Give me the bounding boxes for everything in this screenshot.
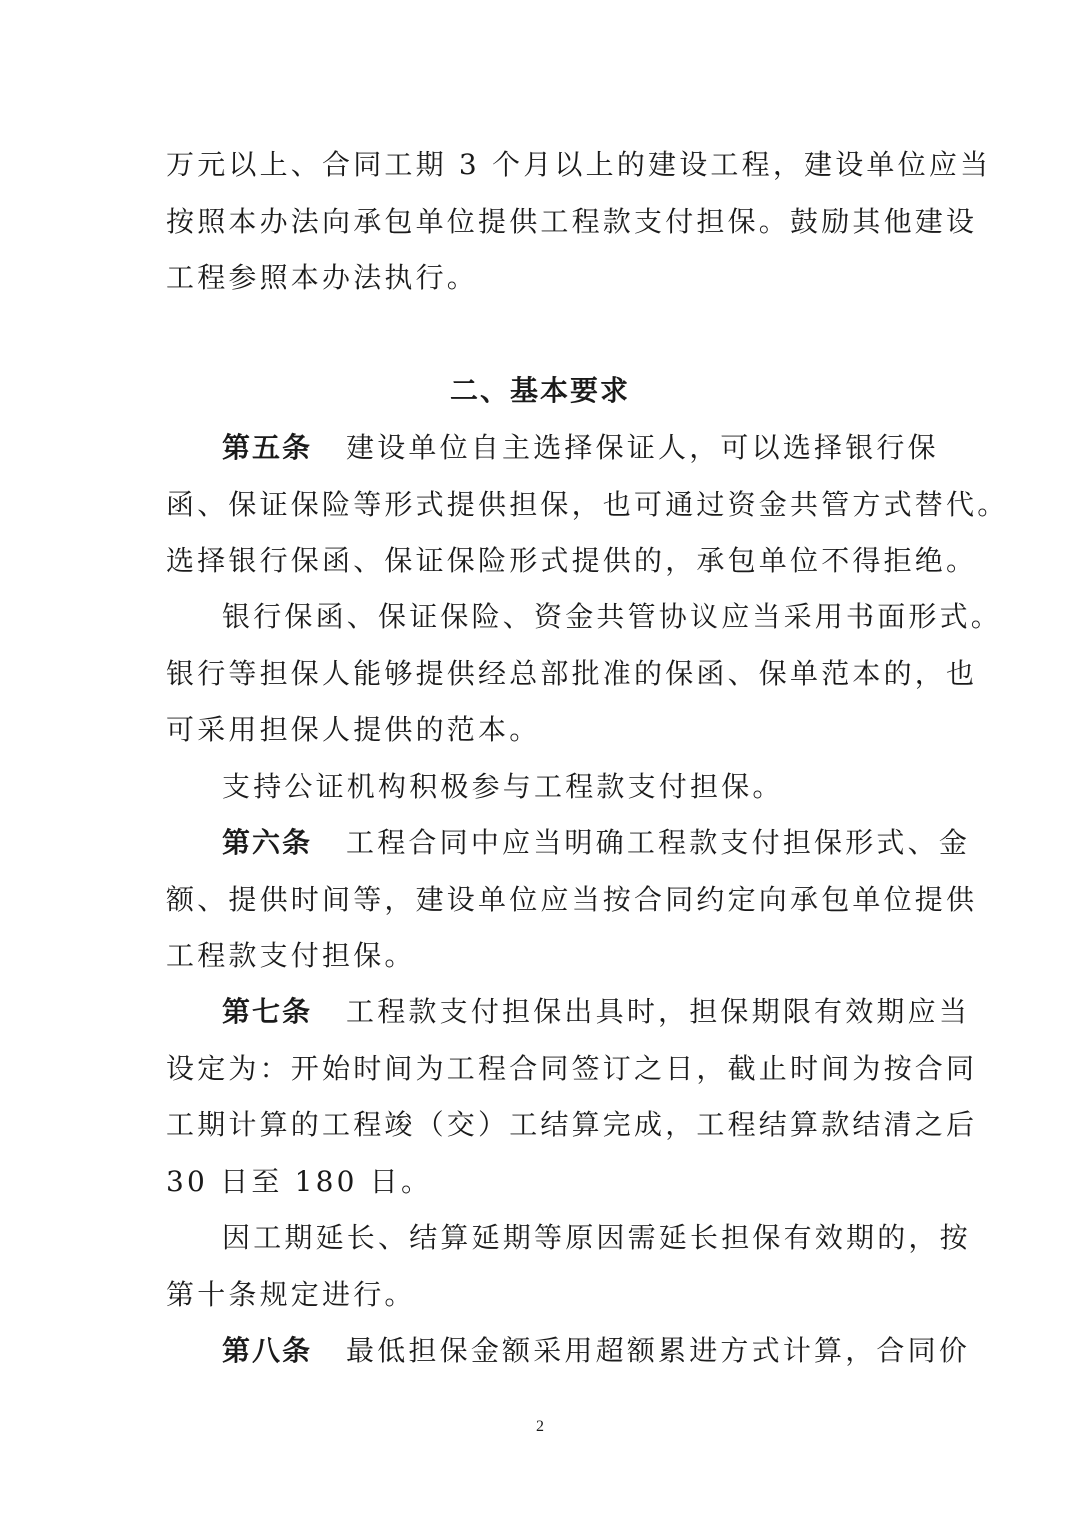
article5-p3: 支持公证机构积极参与工程款支付担保。 [222,770,784,803]
article5-text-1: 建设单位自主选择保证人，可以选择银行保 [346,431,939,464]
article5-p2-line-1: 银行保函、保证保险、资金共管协议应当采用书面形式。 [222,600,1003,633]
article7-line-3: 工期计算的工程竣（交）工结算完成，工程结算款结清之后 [166,1108,978,1141]
intro-line-1: 万元以上、合同工期 3 个月以上的建设工程，建设单位应当 [166,148,992,181]
article5-p2-line-2: 银行等担保人能够提供经总部批准的保函、保单范本的，也 [166,657,978,690]
article6-label: 第六条 [222,826,313,859]
article7-label: 第七条 [222,995,313,1028]
article6-line-3: 工程款支付担保。 [166,939,416,972]
article6-text-1: 工程合同中应当明确工程款支付担保形式、金 [346,826,971,859]
page-number: 2 [536,1418,544,1435]
article5-label: 第五条 [222,431,313,464]
article7-p2-line-2: 第十条规定进行。 [166,1278,416,1311]
article7-line-4: 30 日至 180 日。 [166,1165,433,1198]
article6-line-2: 额、提供时间等，建设单位应当按合同约定向承包单位提供 [166,883,978,916]
section-heading: 二、基本要求 [449,374,630,407]
intro-line-3: 工程参照本办法执行。 [166,261,479,294]
article5-line-1 [222,428,939,468]
article7-line-2: 设定为：开始时间为工程合同签订之日，截止时间为按合同 [166,1052,978,1085]
article7-text-1: 工程款支付担保出具时，担保期限有效期应当 [346,995,971,1028]
article5-line-3: 选择银行保函、保证保险形式提供的，承包单位不得拒绝。 [166,544,978,577]
article6-line-1 [222,823,971,863]
article8-label: 第八条 [222,1334,313,1367]
article5-p2-line-3: 可采用担保人提供的范本。 [166,713,541,746]
article8-line-1 [222,1331,971,1371]
article8-text-1: 最低担保金额采用超额累进方式计算，合同价 [346,1334,971,1367]
article7-line-1 [222,992,971,1032]
article7-p2-line-1: 因工期延长、结算延期等原因需延长担保有效期的，按 [222,1221,971,1254]
intro-line-2: 按照本办法向承包单位提供工程款支付担保。鼓励其他建设 [166,205,978,238]
article5-line-2: 函、保证保险等形式提供担保，也可通过资金共管方式替代。 [166,488,1009,521]
